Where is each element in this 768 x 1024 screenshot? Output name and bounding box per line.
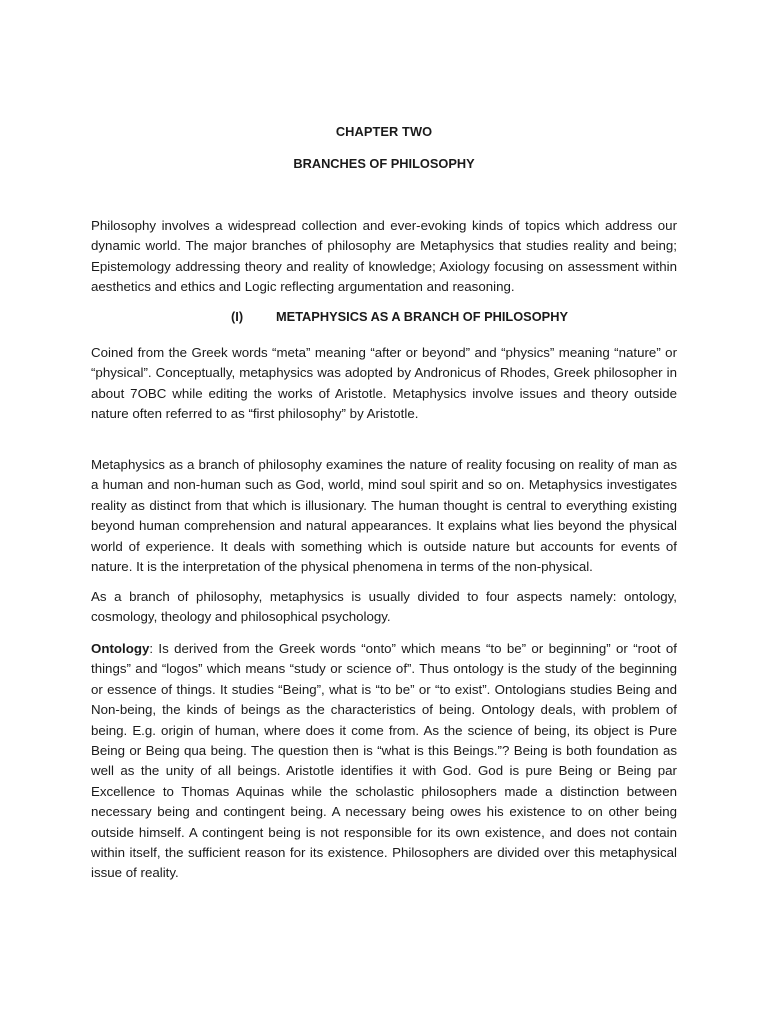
paragraph-aspects: As a branch of philosophy, metaphysics is usually divided to four aspects namely: ontology, cosmology, theology and philosophical psychology. xyxy=(91,589,677,625)
intro-paragraph: Philosophy involves a widespread collection and ever-evoking kinds of topics which address our dynamic world. The major branches of philosophy are Metaphysics that studies reality and being; Epistemology addressing theory and reality of knowledge; Axiology focusing on assessment within aesthetics and ethics and Logic reflecting argumentation and reasoning. xyxy=(91,218,677,295)
document-page xyxy=(91,0,677,1024)
section-number: (I) xyxy=(231,309,244,324)
chapter-title: BRANCHES OF PHILOSOPHY xyxy=(293,156,475,171)
section-title: METAPHYSICS AS A BRANCH OF PHILOSOPHY xyxy=(276,309,568,324)
chapter-label: CHAPTER TWO xyxy=(335,124,433,139)
paragraph-nature-of-reality: Metaphysics as a branch of philosophy examines the nature of reality focusing on reality of man as a human and non-human such as God, world, mind soul spirit and so on. Metaphysics investigates reality as distinct from that which is illusionary. The human thought is central to everything existing beyond human comprehension and natural appearances. It explains what lies beyond the physical world of experience. It deals with something which is outside nature but accounts for events of nature. It is the interpretation of the physical phenomena in terms of the non-physical. xyxy=(91,457,677,575)
ontology-text: : Is derived from the Greek words “onto” which means “to be” or beginning” or “root of things” and “logos” which means “study or science of”. Thus ontology is the study of the beginning or essence of things. It studies “Being”, what is “to be” or “to exist”. Ontologians studies Being and Non-being, the kinds of beings as the characteristics of being. Ontology deals, with problem of being. E.g. origin of human, where does it come from. As the science of being, its object is Pure Being or Being qua being. The question then is “what is this Beings.”? Being is both foundation as well as the unity of all beings. Aristotle identifies it with God. God is pure Being or Being par Excellence to Thomas Aquinas while the scholastic philosophers made a distinction between necessary being and contingent being. A necessary being owes his existence to on other being outside himself. A contingent being is not responsible for its own existence, and does not contain within itself, the sufficient reason for its existence. Philosophers are divided over this metaphysical issue of reality. xyxy=(91,641,677,881)
paragraph-ontology xyxy=(91,639,677,884)
ontology-term: Ontology xyxy=(91,641,150,656)
paragraph-etymology: Coined from the Greek words “meta” meaning “after or beyond” and “physics” meaning “nature” or “physical”. Conceptually, metaphysics was adopted by Andronicus of Rhodes, Greek philosopher in about 7OBC while editing the works of Aristotle. Metaphysics involve issues and theory outside nature often referred to as “first philosophy” by Aristotle. xyxy=(91,345,677,422)
